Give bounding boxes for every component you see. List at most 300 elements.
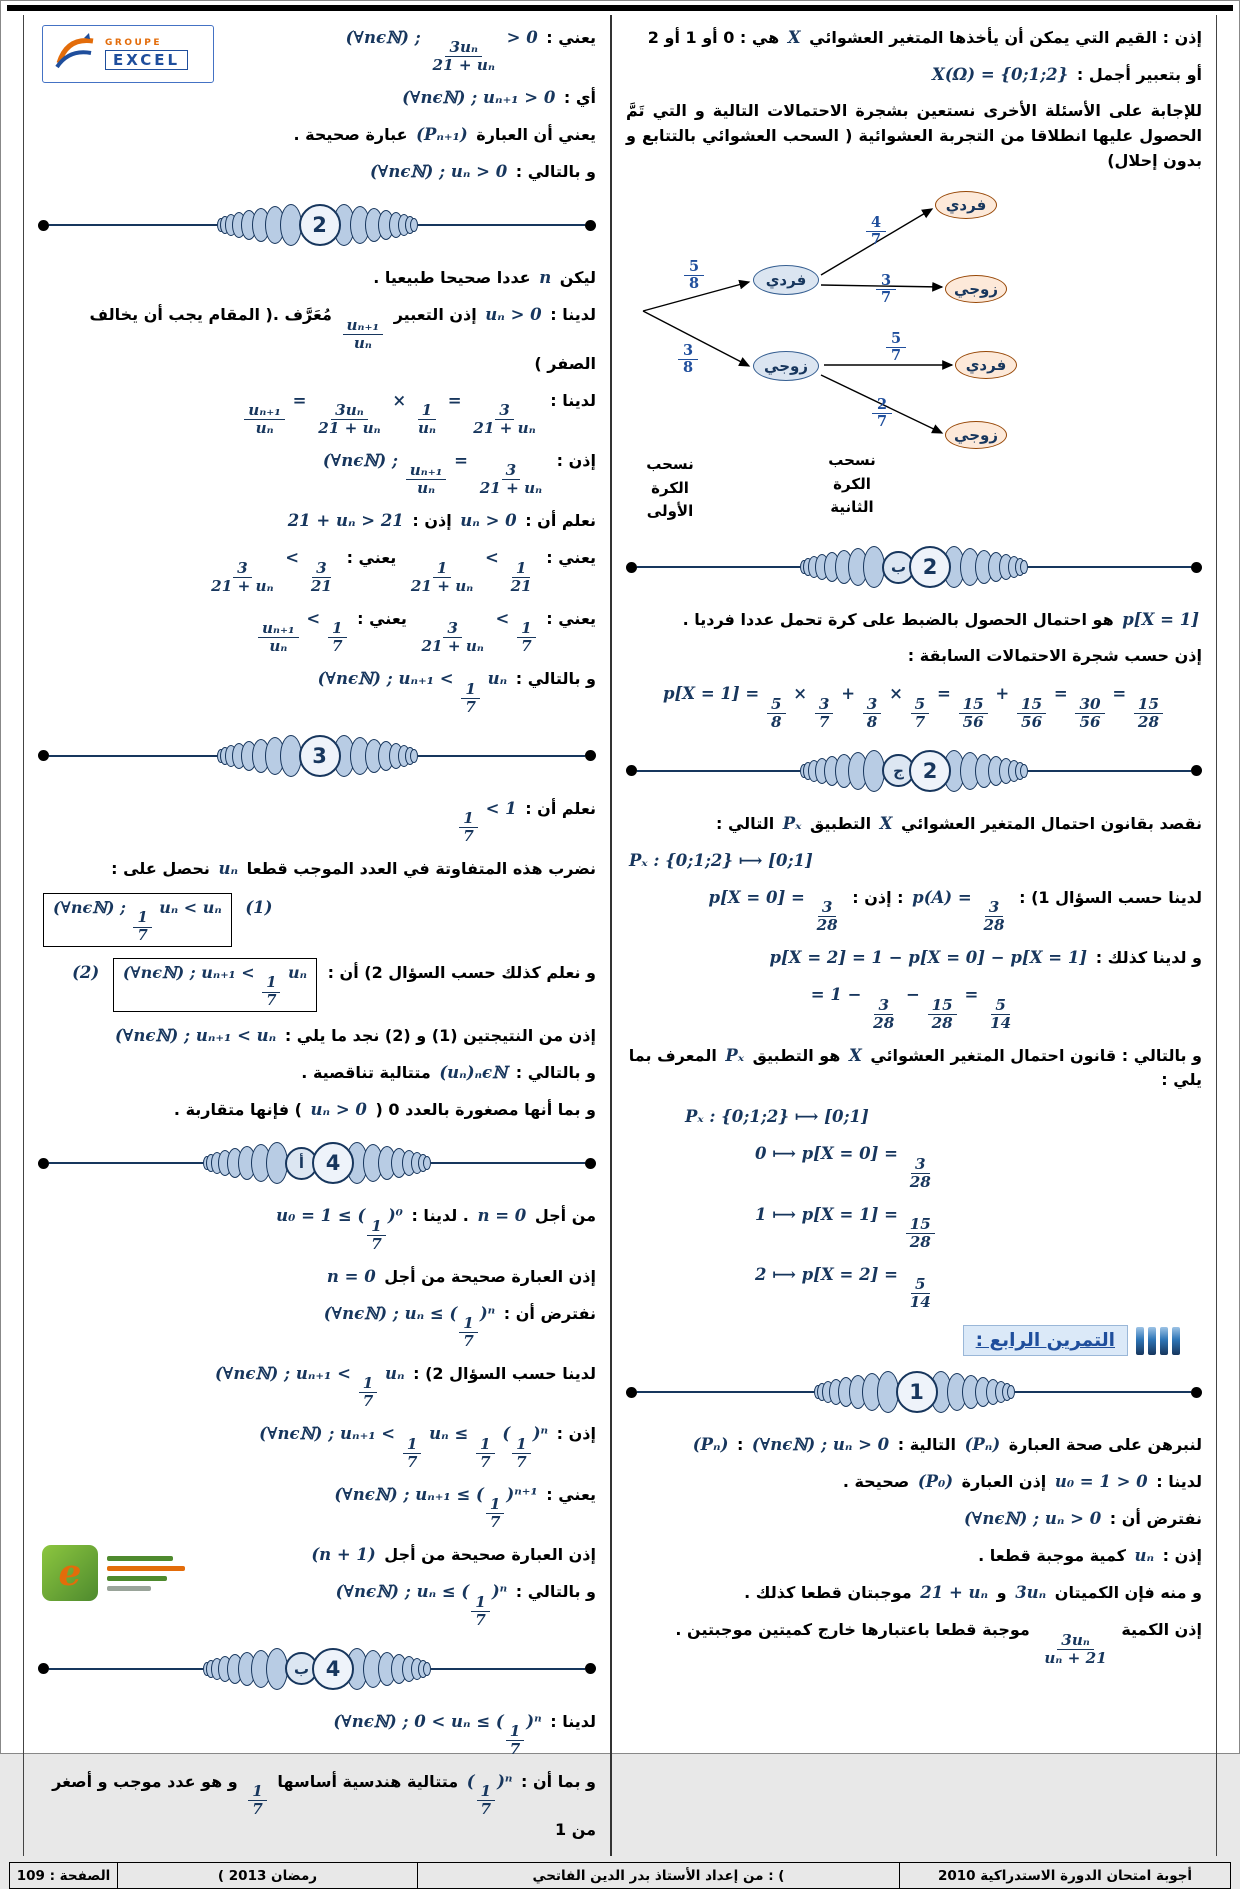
text-line: إذن : (∀nϵℕ) ; uₙ₊₁ < $\frac{1}{7}$ uₙ ≤ $\frac{1}{7}$ ( $\frac{1}{7}$ )ⁿ (34, 1417, 600, 1474)
text-line: يعني : $\frac{1}{\text{21 + uₙ}}$ < $\frac{1}{21}$ يعني : $\frac{3}{\text{21 + uₙ}}$ < $\frac{3}{21}$ (34, 541, 600, 598)
separator-line (431, 1162, 585, 1164)
math-run: p[X = 1] (1122, 610, 1199, 630)
math-run: $\frac{3}{\text{21 + uₙ}}$ < $\frac{3}{21}$ (202, 545, 341, 594)
tree-caption: نسحب الكرة الأولى (646, 455, 694, 520)
numerator: uₙ₊₁ (244, 402, 285, 420)
tree-node-odd: فردي (935, 191, 997, 219)
denominator: 7 (489, 1513, 501, 1532)
text-line: لدينا : $\frac{\text{uₙ₊₁}}{\text{uₙ}}$ = $\frac{\text{3uₙ}}{\text{21 + uₙ}}$ × $\frac{1}{\text{uₙ}}$ = $\frac{3}{\text{21 + uₙ}}$ (34, 384, 600, 441)
denominator: 21 (310, 576, 332, 595)
math-run: (∀nϵℕ) ; uₙ > 0 (369, 162, 508, 182)
numerator: 1 (403, 1436, 422, 1454)
math-run: u₀ = 1 > 0 (1054, 1472, 1148, 1492)
text-line: أو بتعبير أجمل : X(Ω) = {0;1;2} (622, 58, 1206, 92)
numerator: 15 (1017, 696, 1046, 714)
probability-tree (628, 181, 1188, 531)
fraction (367, 1218, 386, 1253)
fraction (343, 317, 384, 352)
tree-probability (886, 331, 906, 364)
separator-number: 2 (299, 204, 341, 246)
fraction (979, 899, 1008, 934)
numerator: 5 (991, 997, 1010, 1015)
text-line: يعني : $\frac{3}{\text{21 + uₙ}}$ < $\frac{1}{7}$ يعني : $\frac{\text{uₙ₊₁}}{\text{uₙ}}$ < $\frac{1}{7}$ (34, 602, 600, 659)
fraction (476, 462, 546, 497)
numerator: 1 (512, 1436, 531, 1454)
math-run: $\frac{1}{\text{21 + uₙ}}$ < $\frac{1}{21}$ (402, 545, 541, 594)
math-run: 21 + uₙ (920, 1583, 989, 1603)
fraction (414, 402, 440, 437)
fraction (258, 620, 299, 655)
math-run: (P₀) (917, 1472, 954, 1492)
fraction (1075, 696, 1104, 731)
chain-ellipse (1020, 560, 1028, 574)
math-run: (Pₙ) (692, 1435, 729, 1455)
fraction (507, 560, 536, 595)
text-line (622, 1258, 1206, 1315)
separator-end-dot (626, 562, 637, 573)
crec-logo-line (107, 1566, 185, 1571)
fraction (133, 910, 151, 944)
fraction (407, 560, 477, 595)
section-separator (38, 1646, 596, 1692)
boxed-formula: (∀nϵℕ) ; uₙ₊₁ < $\frac{1}{7}$ uₙ (113, 958, 317, 1012)
math-run: $\frac{3}{\text{21 + uₙ}}$ < $\frac{1}{7}$ (412, 606, 540, 655)
text-line: p[X = 1] هو احتمال الحصول بالضبط على كرة تحمل عددا فرديا . (622, 603, 1206, 637)
excel-logo-excel: EXCEL (105, 50, 188, 70)
numerator: 1 (512, 560, 531, 578)
denominator: 7 (509, 1740, 521, 1759)
text-line: لدينا حسب السؤال 1) : p(A) = $\frac{3}{28}$ : إذن : p[X = 0] = $\frac{3}{28}$ (622, 881, 1206, 938)
separator-letter: ب (285, 1652, 318, 1685)
text-line: لنبرهن على صحة العبارة (Pₙ) التالية : (∀nϵℕ) ; uₙ > 0 : (Pₙ) (622, 1428, 1206, 1462)
denominator: 7 (465, 697, 476, 716)
denominator: 8 (683, 359, 694, 377)
footer-date: ( رمضان 2013 (118, 1863, 418, 1888)
numerator: 3uₙ (331, 402, 368, 420)
numerator: uₙ₊₁ (406, 462, 447, 480)
crec-logo-lines (107, 1556, 185, 1591)
denominator: 7 (818, 712, 830, 731)
tree-node-even: زوجي (753, 351, 819, 381)
numerator: 1 (517, 620, 536, 638)
tree-probability (678, 343, 698, 376)
separator-chain (800, 546, 1028, 588)
boxed-formula: (∀nϵℕ) ; $\frac{1}{7}$ uₙ < uₙ (43, 893, 232, 947)
numerator: 3 (312, 560, 331, 578)
denominator: 7 (891, 347, 902, 365)
denominator: 21 + uₙ (432, 56, 495, 75)
fraction (767, 696, 786, 731)
chain-ellipse (1007, 1385, 1015, 1399)
fraction (417, 620, 487, 655)
math-run: (∀nϵℕ) ; uₙ₊₁ < $\frac{1}{7}$ uₙ ≤ $\frac{1}{7}$ ( $\frac{1}{7}$ )ⁿ (259, 1424, 549, 1471)
fraction (459, 1315, 478, 1350)
section-separator (38, 202, 596, 248)
text-line (622, 844, 1206, 878)
heading-bar (1160, 1327, 1168, 1355)
math-run: (∀nϵℕ) ; uₙ ≤ ( $\frac{1}{7}$ )ⁿ (335, 1582, 508, 1629)
chain-ellipse (423, 1156, 431, 1170)
denominator: 7 (881, 289, 892, 307)
math-run: p[X = 0] = $\frac{3}{28}$ (706, 885, 847, 934)
math-run: X (848, 1045, 862, 1065)
fraction (248, 1783, 267, 1818)
denominator: 7 (877, 413, 888, 431)
fraction (906, 1276, 935, 1311)
numerator: 3uₙ (1057, 1632, 1094, 1650)
separator-number: 4 (312, 1648, 354, 1690)
denominator: 56 (1079, 712, 1101, 731)
math-run (1035, 1617, 1115, 1666)
separator-line (1015, 1391, 1192, 1393)
math-run: (∀nϵℕ) ; uₙ₊₁ < $\frac{1}{7}$ uₙ (317, 669, 508, 716)
numerator: 4 (866, 215, 886, 232)
numerator: 3 (443, 620, 462, 638)
math-run (338, 302, 389, 351)
denominator: uₙ (255, 419, 274, 438)
denominator: 28 (1137, 712, 1160, 731)
math-run: (∀nϵℕ) ; uₙ₊₁ < uₙ (114, 1026, 277, 1046)
denominator: 14 (909, 1293, 931, 1312)
denominator: uₙ (417, 479, 436, 498)
numerator: 15 (906, 1216, 935, 1234)
fraction (911, 696, 930, 731)
math-run: 21 + uₙ > 21 (287, 511, 404, 531)
fraction (1017, 696, 1046, 731)
numerator: 3 (495, 402, 514, 420)
denominator: 21 + uₙ (318, 419, 381, 438)
fraction (928, 997, 957, 1032)
text-line: و بالتالي : (∀nϵℕ) ; uₙ > 0 (34, 155, 600, 189)
denominator: 28 (816, 916, 838, 935)
separator-end-dot (1191, 765, 1202, 776)
math-run: n = 0 (477, 1206, 527, 1226)
math-run: Pₓ (782, 813, 802, 833)
math-run: (Pₙ) (964, 1435, 1001, 1455)
math-run: 2 ⟼ p[X = 2] = $\frac{5}{14}$ (752, 1262, 940, 1311)
numerator: 3 (502, 462, 521, 480)
math-run: ( $\frac{1}{7}$ )ⁿ (466, 1772, 513, 1819)
numerator: 3 (874, 997, 893, 1015)
math-run: (∀nϵℕ) ; uₙ > 0 (963, 1509, 1102, 1529)
fraction (959, 696, 988, 731)
separator-end-dot (585, 1663, 596, 1674)
tree-edges (628, 181, 1188, 531)
tree-caption: نسحب الكرة الثانية (828, 451, 876, 516)
separator-end-dot (626, 1387, 637, 1398)
denominator: 14 (990, 1013, 1012, 1032)
text-line: و بما أنها مصغورة بالعدد 0 ( uₙ > 0 ) فإنها متقاربة . (34, 1093, 600, 1127)
denominator: 28 (909, 1233, 931, 1252)
tree-node-even: زوجي (945, 421, 1007, 449)
text-line: نفترض أن : (∀nϵℕ) ; uₙ ≤ ( $\frac{1}{7}$ )ⁿ (34, 1297, 600, 1354)
math-run: Pₓ : {0;1;2} ⟼ [0;1] (685, 1107, 869, 1127)
fraction (429, 39, 499, 74)
text-line: لدينا : uₙ > 0 إذن التعبير $\frac{\text{uₙ₊₁}}{\text{uₙ}}$ مُعَرَّف .( المقام يجب أن يخالف الصفر ) (34, 298, 600, 380)
math-run: $\frac{1}{7}$ < 1 (454, 796, 519, 845)
denominator: 21 + uₙ (421, 637, 484, 656)
separator-number: 2 (909, 546, 951, 588)
numerator: 3 (233, 560, 252, 578)
excel-logo-groupe: GROUPE (105, 38, 163, 48)
fraction (863, 696, 882, 731)
math-run: (1) (245, 898, 273, 918)
footer-bar (9, 1862, 1231, 1889)
separator-chain (203, 1142, 431, 1184)
separator-number: 3 (299, 735, 341, 777)
numerator: 1 (367, 1218, 386, 1236)
section-separator (626, 544, 1202, 590)
separator-letter: ج (882, 754, 915, 787)
numerator: 1 (461, 681, 480, 699)
math-run: p[X = 1] = $\frac{5}{8}$ × $\frac{3}{7}$ + $\frac{3}{8}$ × $\frac{5}{7}$ = $\frac{15}{56}$ + $\frac{15}{56}$ = $\frac{30}{56}$ = $\frac{15}{28}$ (660, 681, 1168, 730)
excel-logo-text (105, 38, 188, 70)
text-line: و بما أن : ( $\frac{1}{7}$ )ⁿ متتالية هندسية أساسها $\frac{1}{7}$ و هو عدد موجب و أصغر من 1 (34, 1765, 600, 1847)
fraction (207, 560, 277, 595)
numerator: 1 (359, 1375, 378, 1393)
chain-ellipse (1020, 764, 1028, 778)
numerator: 1 (486, 1496, 505, 1514)
tree-node-odd: فردي (753, 265, 819, 295)
fraction (461, 681, 480, 716)
fraction (869, 997, 898, 1032)
math-run: uₙ (218, 859, 239, 879)
denominator: 21 + uₙ (211, 576, 274, 595)
fraction (486, 1496, 505, 1531)
numerator: 5 (767, 696, 786, 714)
denominator: 7 (516, 1452, 527, 1471)
fraction (307, 560, 336, 595)
separator-end-dot (585, 220, 596, 231)
text-line: و بالتالي : (uₙ)ₙϵℕ متتالية تناقصية . (34, 1056, 600, 1090)
tree-probability (684, 259, 704, 292)
numerator: 1 (328, 620, 347, 638)
groupe-excel-logo (42, 25, 214, 83)
text-line: و بالتالي : قانون احتمال المتغير العشوائي X هو التطبيق Pₓ المعرف بما يلي : (622, 1039, 1206, 1098)
text-line (622, 677, 1206, 734)
fraction (459, 810, 478, 845)
numerator: 1 (476, 1436, 495, 1454)
denominator: uₙ (353, 333, 372, 352)
math-run: (∀nϵℕ) ; uₙ₊₁ > 0 (402, 88, 556, 108)
text-line: أي : (∀nϵℕ) ; uₙ₊₁ > 0 (34, 81, 600, 115)
denominator: 7 (137, 926, 148, 944)
fraction (815, 696, 834, 731)
separator-end-dot (1191, 1387, 1202, 1398)
math-run: $\frac{\text{uₙ₊₁}}{\text{uₙ}}$ < $\frac{1}{7}$ (253, 606, 352, 655)
numerator: 5 (911, 696, 930, 714)
text-line: يعني أن العبارة (Pₙ₊₁) عبارة صحيحة . (34, 118, 600, 152)
separator-line (1028, 770, 1191, 772)
denominator: 21 + uₙ (473, 419, 536, 438)
fraction (1040, 1632, 1110, 1667)
numerator: 1 (459, 1315, 478, 1333)
footer-author: من إعداد الأستاذ بدر الدين الفاتحي : ( (418, 1863, 900, 1888)
fraction (406, 462, 447, 497)
math-run: (∀nϵℕ) ; 0 < uₙ ≤ ( $\frac{1}{7}$ )ⁿ (333, 1711, 542, 1759)
text-line: و بالتالي : (∀nϵℕ) ; uₙ ≤ ( $\frac{1}{7}$ )ⁿ (34, 1575, 600, 1632)
denominator: 28 (983, 916, 1005, 935)
separator-line (49, 224, 217, 226)
separator-end-dot (38, 750, 49, 761)
numerator: uₙ₊₁ (258, 620, 299, 638)
math-run: (n + 1) (311, 1545, 376, 1565)
fraction (517, 620, 536, 655)
tree-probability (876, 273, 896, 306)
text-line: إذن الكمية $\frac{\text{3uₙ}}{\text{uₙ + 21}}$ موجبة قطعا باعتبارها خارج كميتين موجبتين . (622, 1613, 1206, 1670)
separator-chain (203, 1648, 431, 1690)
separator-end-dot (585, 1158, 596, 1169)
numerator: 1 (418, 402, 437, 420)
fraction (476, 1436, 495, 1471)
denominator: 21 + uₙ (479, 479, 543, 498)
separator-number: 2 (909, 750, 951, 792)
denominator: 7 (266, 991, 277, 1009)
text-line: نعلم أن : $\frac{1}{7}$ < 1 (34, 792, 600, 849)
exercise-heading-row (622, 1325, 1180, 1356)
numerator: 1 (471, 1594, 490, 1612)
content-columns (23, 15, 1217, 1856)
math-run: Pₓ : {0;1;2} ⟼ [0;1] (629, 850, 813, 870)
text-line: إذن : القيم التي يمكن أن يأخذها المتغير العشوائي X هي : 0 أو 1 أو 2 (622, 21, 1206, 55)
fraction (262, 975, 280, 1009)
fraction (813, 899, 842, 934)
text-line: و منه فإن الكميتان 3uₙ و 21 + uₙ موجبتان قطعا كذلك . (622, 1576, 1206, 1610)
numerator: 3 (876, 273, 896, 290)
separator-end-dot (38, 1663, 49, 1674)
section-separator (626, 748, 1202, 794)
separator-number: 1 (896, 1371, 938, 1413)
text-line: و بالتالي : (∀nϵℕ) ; uₙ₊₁ < $\frac{1}{7}$ uₙ (34, 662, 600, 719)
separator-line (49, 755, 217, 757)
math-run: $\frac{\text{uₙ₊₁}}{\text{uₙ}}$ = $\frac{\text{3uₙ}}{\text{21 + uₙ}}$ × $\frac{1}{\text{uₙ}}$ = $\frac{3}{\text{21 + uₙ}}$ (239, 388, 544, 437)
separator-line (418, 224, 586, 226)
denominator: 56 (962, 712, 984, 731)
footer-page-number: الصفحة : 109 (10, 1863, 118, 1888)
separator-end-dot (38, 1158, 49, 1169)
math-run (243, 1769, 272, 1818)
math-run: uₙ (1134, 1546, 1155, 1566)
fraction (328, 620, 347, 655)
numerator: 30 (1075, 696, 1104, 714)
excel-swoosh-icon (53, 31, 97, 77)
denominator: 7 (332, 637, 343, 656)
text-line: و نعلم كذلك حسب السؤال 2) أن : (∀nϵℕ) ; uₙ₊₁ < $\frac{1}{7}$ uₙ (2) (34, 954, 600, 1016)
separator-line (637, 1391, 814, 1393)
math-run: (Pₙ₊₁) (416, 125, 468, 145)
denominator: uₙ (269, 637, 288, 656)
text-line: نقصد بقانون احتمال المتغير العشوائي X التطبيق Pₓ التالي : (622, 807, 1206, 841)
fraction (359, 1375, 378, 1410)
separator-letter: أ (285, 1147, 318, 1180)
left-column (24, 15, 610, 1856)
crec-logo-glyph: e (58, 1552, 82, 1595)
denominator: 7 (475, 1610, 486, 1629)
math-run: (∀nϵℕ) ; uₙ > 0 (751, 1435, 890, 1455)
text-line: لدينا : (∀nϵℕ) ; 0 < uₙ ≤ ( $\frac{1}{7}$ )ⁿ (34, 1705, 600, 1762)
denominator: 7 (463, 1332, 474, 1351)
math-run: 0 ⟼ p[X = 0] = $\frac{3}{28}$ (752, 1141, 940, 1190)
numerator: 1 (433, 560, 452, 578)
math-run: u₀ = 1 ≤ ( $\frac{1}{7}$ )⁰ (276, 1206, 403, 1253)
heading-bar (1172, 1327, 1180, 1355)
math-run: (uₙ)ₙϵℕ (439, 1063, 508, 1083)
decorative-top-border (7, 5, 1233, 11)
math-run: uₙ > 0 (460, 511, 517, 531)
section-separator (38, 733, 596, 779)
fraction (469, 402, 539, 437)
crec-logo-mark (42, 1545, 98, 1601)
chain-ellipse (423, 1662, 431, 1676)
math-run: Pₓ (725, 1045, 745, 1065)
fraction (244, 402, 285, 437)
crec-logo-line (107, 1586, 151, 1591)
numerator: 3 (818, 899, 837, 917)
numerator: 3 (911, 1156, 930, 1174)
fraction (471, 1594, 490, 1629)
separator-line (1028, 566, 1191, 568)
chain-ellipse (410, 218, 418, 232)
separator-end-dot (38, 220, 49, 231)
numerator: 3 (815, 696, 834, 714)
math-run: p(A) = $\frac{3}{28}$ (909, 885, 1013, 934)
numerator: 15 (1134, 696, 1163, 714)
text-line: لدينا : u₀ = 1 > 0 إذن العبارة (P₀) صحيحة . (622, 1465, 1206, 1499)
separator-number: 4 (312, 1142, 354, 1184)
denominator: 8 (689, 275, 700, 293)
separator-line (431, 1668, 585, 1670)
separator-chain (800, 750, 1028, 792)
right-column (612, 15, 1216, 1856)
separator-chain (814, 1371, 1015, 1413)
text-line: نعلم أن : uₙ > 0 إذن : 21 + uₙ > 21 (34, 504, 600, 538)
math-run: (∀nϵℕ) ; uₙ₊₁ ≤ ( $\frac{1}{7}$ )ⁿ⁺¹ (334, 1484, 538, 1532)
fraction (906, 1216, 935, 1251)
numerator: 5 (684, 259, 704, 276)
denominator: 7 (371, 1234, 382, 1253)
crec-logo-line (107, 1556, 173, 1561)
text-line: يعني : (∀nϵℕ) ; $\frac{\text{3uₙ}}{\text{21 + uₙ}}$ > 0 (34, 21, 600, 78)
denominator: 28 (873, 1013, 895, 1032)
denominator: 7 (362, 1392, 374, 1411)
math-run: uₙ > 0 (310, 1100, 367, 1120)
separator-line (418, 755, 586, 757)
text-line: لدينا حسب السؤال 2) : (∀nϵℕ) ; uₙ₊₁ < $\frac{1}{7}$ uₙ (34, 1357, 600, 1414)
numerator: 1 (248, 1783, 267, 1801)
fraction (512, 1436, 531, 1471)
section-separator (626, 1369, 1202, 1415)
numerator: 3uₙ (445, 39, 482, 57)
text-line: نفترض أن : (∀nϵℕ) ; uₙ > 0 (622, 1502, 1206, 1536)
math-run: n (539, 268, 552, 288)
tree-node-odd: فردي (955, 351, 1017, 379)
numerator: 1 (506, 1723, 525, 1741)
crec-logo (42, 1542, 222, 1604)
math-run: 3uₙ (1015, 1583, 1047, 1603)
numerator: 3 (863, 696, 882, 714)
denominator: 28 (909, 1172, 931, 1191)
denominator: 21 + uₙ (410, 576, 474, 595)
text-line: ليكن n عددا صحيحا طبيعيا . (34, 261, 600, 295)
math-run: (∀nϵℕ) ; uₙ₊₁ < $\frac{1}{7}$ uₙ (214, 1364, 405, 1411)
math-run: (∀nϵℕ) ; uₙ ≤ ( $\frac{1}{7}$ )ⁿ (323, 1303, 496, 1351)
denominator: 7 (521, 637, 532, 656)
text-line (622, 1100, 1206, 1134)
math-run: (∀nϵℕ) ; $\frac{\text{3uₙ}}{\text{21 + uₙ}}$ > 0 (345, 28, 538, 75)
text-line: إذن العبارة صحيحة من أجل n = 0 (34, 1260, 600, 1294)
separator-line (637, 770, 800, 772)
tree-probability (872, 397, 892, 430)
